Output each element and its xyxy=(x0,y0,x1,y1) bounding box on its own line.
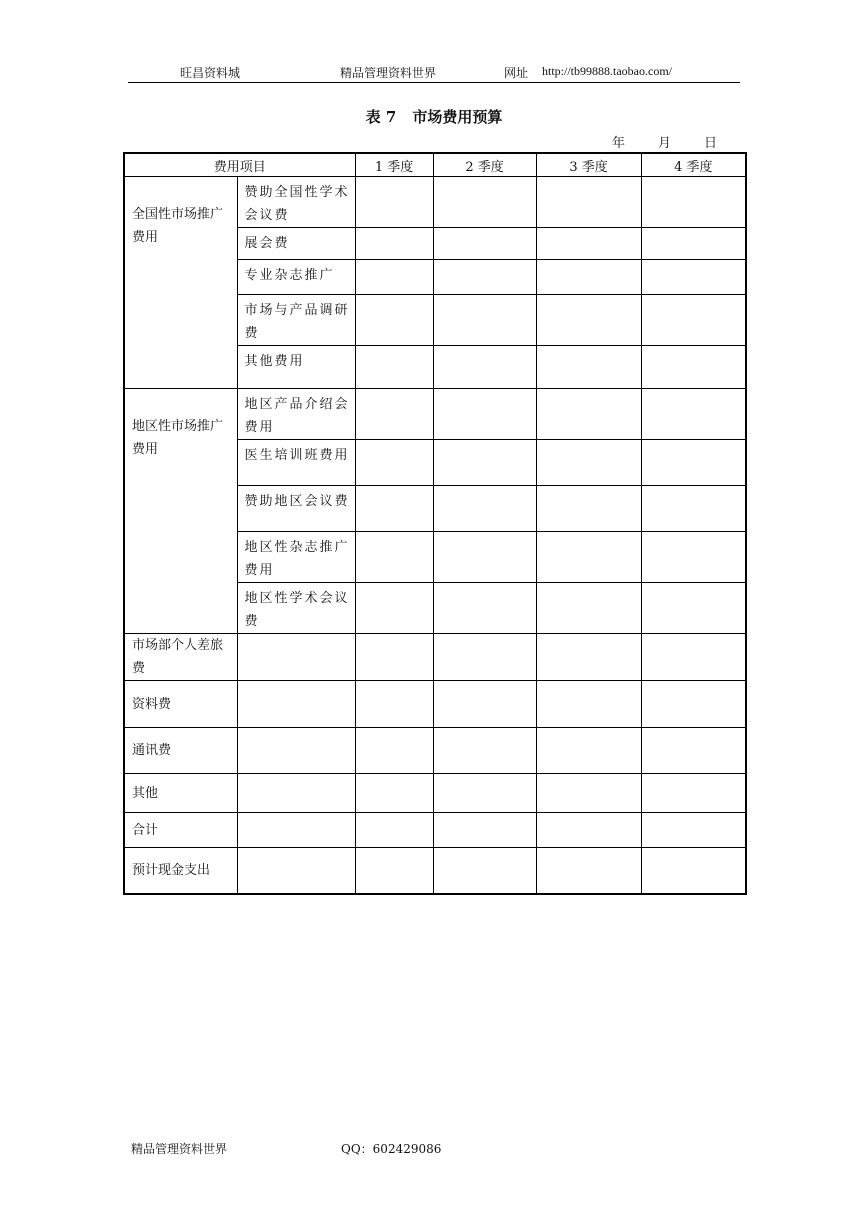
cell-q2[interactable] xyxy=(433,389,536,440)
cell-q3[interactable] xyxy=(536,813,641,848)
cell-q3[interactable] xyxy=(536,389,641,440)
cell-q2[interactable] xyxy=(433,486,536,532)
cell-empty[interactable] xyxy=(237,813,355,848)
cell-q2[interactable] xyxy=(433,728,536,774)
cell-q3[interactable] xyxy=(536,848,641,894)
cell-q1[interactable] xyxy=(355,486,433,532)
cell-q1[interactable] xyxy=(355,228,433,260)
category-national: 全国性市场推广费用 xyxy=(124,177,237,389)
item-label: 展会费 xyxy=(237,228,355,260)
cell-q1[interactable] xyxy=(355,634,433,681)
cell-q3[interactable] xyxy=(536,260,641,295)
cell-q3[interactable] xyxy=(536,583,641,634)
cell-q2[interactable] xyxy=(433,634,536,681)
category-regional: 地区性市场推广费用 xyxy=(124,389,237,634)
cell-q3[interactable] xyxy=(536,634,641,681)
table-row xyxy=(124,813,746,848)
cell-q1[interactable] xyxy=(355,177,433,228)
table-row xyxy=(124,634,746,681)
cell-empty[interactable] xyxy=(237,774,355,813)
cell-q1[interactable] xyxy=(355,813,433,848)
budget-table xyxy=(123,152,747,895)
table-row xyxy=(124,177,746,228)
row-label: 资料费 xyxy=(124,681,237,728)
cell-empty[interactable] xyxy=(237,728,355,774)
cell-q4[interactable] xyxy=(641,260,746,295)
page-header xyxy=(128,62,740,83)
item-label: 赞助全国性学术会议费 xyxy=(237,177,355,228)
item-label: 专业杂志推广 xyxy=(237,260,355,295)
item-label: 地区产品介绍会费用 xyxy=(237,389,355,440)
cell-q1[interactable] xyxy=(355,260,433,295)
cell-q4[interactable] xyxy=(641,813,746,848)
cell-empty[interactable] xyxy=(237,848,355,894)
cell-q3[interactable] xyxy=(536,681,641,728)
table-header-row xyxy=(124,153,746,177)
cell-q1[interactable] xyxy=(355,774,433,813)
cell-q3[interactable] xyxy=(536,440,641,486)
item-label: 市场与产品调研费 xyxy=(237,295,355,346)
cell-q2[interactable] xyxy=(433,260,536,295)
header-url-label: 网址 xyxy=(504,66,529,80)
item-label: 其他费用 xyxy=(237,346,355,389)
cell-q4[interactable] xyxy=(641,728,746,774)
cell-q3[interactable] xyxy=(536,728,641,774)
cell-q3[interactable] xyxy=(536,346,641,389)
cell-q2[interactable] xyxy=(433,177,536,228)
table-row xyxy=(124,728,746,774)
cell-q2[interactable] xyxy=(433,228,536,260)
row-label: 合计 xyxy=(124,813,237,848)
header-site-name: 精品管理资料世界 xyxy=(340,66,437,80)
cell-q4[interactable] xyxy=(641,295,746,346)
cell-q1[interactable] xyxy=(355,728,433,774)
cell-q2[interactable] xyxy=(433,532,536,583)
cell-q1[interactable] xyxy=(355,440,433,486)
cell-q4[interactable] xyxy=(641,389,746,440)
cell-q4[interactable] xyxy=(641,177,746,228)
table-row xyxy=(124,681,746,728)
header-q1: 1 季度 xyxy=(355,153,433,177)
document-title xyxy=(0,106,868,127)
cell-q3[interactable] xyxy=(536,532,641,583)
date-month-label: 月 xyxy=(658,136,672,151)
cell-q1[interactable] xyxy=(355,295,433,346)
footer-qq: QQ：602429086 xyxy=(341,1142,442,1156)
cell-q4[interactable] xyxy=(641,440,746,486)
item-label: 医生培训班费用 xyxy=(237,440,355,486)
cell-q1[interactable] xyxy=(355,681,433,728)
cell-q2[interactable] xyxy=(433,346,536,389)
footer-site-name: 精品管理资料世界 xyxy=(131,1142,228,1156)
cell-q1[interactable] xyxy=(355,389,433,440)
cell-q1[interactable] xyxy=(355,532,433,583)
header-q4: 4 季度 xyxy=(641,153,746,177)
cell-q2[interactable] xyxy=(433,774,536,813)
table-number: 表 7 xyxy=(365,108,397,126)
item-label: 地区性杂志推广费用 xyxy=(237,532,355,583)
cell-q3[interactable] xyxy=(536,228,641,260)
date-day-label: 日 xyxy=(704,136,718,151)
header-shop-name: 旺昌资料城 xyxy=(180,66,241,80)
cell-empty[interactable] xyxy=(237,681,355,728)
cell-q3[interactable] xyxy=(536,774,641,813)
cell-q4[interactable] xyxy=(641,346,746,389)
date-year-label: 年 xyxy=(612,136,626,151)
cell-q4[interactable] xyxy=(641,228,746,260)
row-label: 通讯费 xyxy=(124,728,237,774)
cell-q4[interactable] xyxy=(641,486,746,532)
header-q3: 3 季度 xyxy=(536,153,641,177)
cell-q2[interactable] xyxy=(433,813,536,848)
cell-q3[interactable] xyxy=(536,177,641,228)
cell-q4[interactable] xyxy=(641,774,746,813)
table-row xyxy=(124,389,746,440)
cell-q3[interactable] xyxy=(536,295,641,346)
table-row xyxy=(124,774,746,813)
row-label: 市场部个人差旅费 xyxy=(124,634,237,681)
cell-q4[interactable] xyxy=(641,634,746,681)
cell-q4[interactable] xyxy=(641,532,746,583)
cell-q1[interactable] xyxy=(355,848,433,894)
item-label: 赞助地区会议费 xyxy=(237,486,355,532)
cell-q1[interactable] xyxy=(355,583,433,634)
date-line xyxy=(612,132,717,151)
table-row xyxy=(124,848,746,894)
cell-q2[interactable] xyxy=(433,583,536,634)
cell-q4[interactable] xyxy=(641,681,746,728)
cell-q1[interactable] xyxy=(355,346,433,389)
row-label: 预计现金支出 xyxy=(124,848,237,894)
header-url-link[interactable]: http://tb99888.taobao.com/ xyxy=(542,64,672,78)
item-label: 地区性学术会议费 xyxy=(237,583,355,634)
cell-q2[interactable] xyxy=(433,681,536,728)
header-q2: 2 季度 xyxy=(433,153,536,177)
cell-q2[interactable] xyxy=(433,440,536,486)
cell-q3[interactable] xyxy=(536,486,641,532)
cell-q2[interactable] xyxy=(433,295,536,346)
header-expense-item: 费用项目 xyxy=(124,153,355,177)
cell-empty[interactable] xyxy=(237,634,355,681)
row-label: 其他 xyxy=(124,774,237,813)
cell-q4[interactable] xyxy=(641,848,746,894)
cell-q2[interactable] xyxy=(433,848,536,894)
cell-q4[interactable] xyxy=(641,583,746,634)
title-text: 市场费用预算 xyxy=(412,108,503,126)
